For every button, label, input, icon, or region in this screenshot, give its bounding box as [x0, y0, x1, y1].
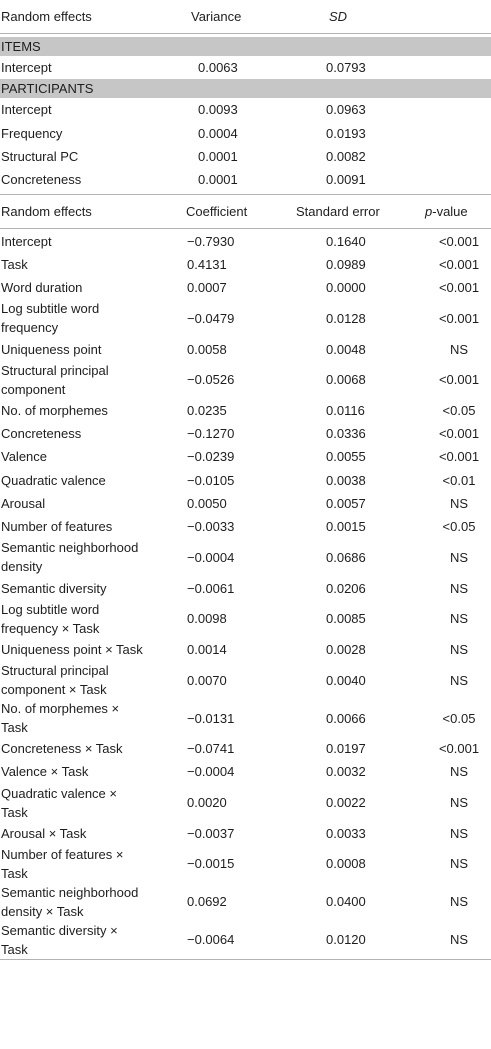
row-standard-error: 0.0085	[326, 611, 366, 627]
row-name	[0, 299, 175, 337]
row-standard-error: 0.0400	[326, 894, 366, 910]
row-coefficient: −0.0015	[187, 856, 235, 872]
coefficient-row	[0, 661, 491, 699]
row-p-value: NS	[449, 672, 469, 688]
row-sd: 0.0193	[326, 125, 366, 141]
row-standard-error: 0.0068	[326, 372, 366, 388]
coefficient-row	[0, 469, 491, 492]
row-standard-error: 0.0206	[326, 580, 366, 596]
row-standard-error: 0.0336	[326, 426, 366, 442]
row-coefficient: 0.0098	[187, 611, 227, 627]
row-standard-error: 0.0055	[326, 449, 366, 465]
coefficient-row	[0, 921, 491, 960]
row-name	[0, 600, 175, 638]
row-name-line2: Task	[1, 865, 28, 881]
row-sd: 0.0091	[326, 172, 366, 188]
row-standard-error: 0.0128	[326, 310, 366, 326]
row-standard-error: 0.0197	[326, 741, 366, 757]
row-name: Number of features	[1, 519, 113, 535]
row-name: Quadratic valence	[1, 472, 106, 488]
row-standard-error: 0.0066	[326, 710, 366, 726]
row-coefficient: 0.4131	[187, 256, 227, 272]
row-name: Valence	[1, 449, 48, 465]
row-coefficient: −0.0239	[187, 449, 235, 465]
row-name	[0, 784, 175, 822]
row-p-value: <0.001	[438, 741, 480, 757]
row-variance: 0.0004	[198, 125, 238, 141]
participants-row	[0, 168, 491, 191]
coefficient-row	[0, 337, 491, 360]
row-coefficient: −0.0064	[175, 921, 288, 960]
coefficient-row	[0, 784, 491, 822]
coefficient-header-row	[0, 195, 491, 229]
row-name	[0, 538, 175, 576]
row-p-value: NS	[449, 341, 469, 357]
coefficient-header	[0, 195, 491, 229]
row-sd: 0.0082	[326, 149, 366, 165]
row-standard-error: 0.0032	[326, 764, 366, 780]
row-p-value: NS	[449, 856, 469, 872]
row-coefficient: −0.0061	[187, 580, 235, 596]
row-p-value: NS	[413, 921, 491, 960]
row-standard-error: 0.0686	[326, 549, 366, 565]
row-p-value: NS	[449, 496, 469, 511]
row-standard-error: 0.1640	[326, 233, 366, 249]
row-standard-error: 0.0038	[326, 472, 366, 488]
coefficient-row	[0, 760, 491, 783]
row-standard-error: 0.0116	[326, 402, 365, 418]
row-name	[0, 845, 175, 883]
row-name	[0, 921, 175, 960]
row-name: Concreteness	[1, 426, 82, 442]
coefficient-row	[0, 422, 491, 445]
header-p-rest: -value	[432, 204, 468, 220]
row-sd: 0.0793	[326, 60, 366, 76]
participants-band	[0, 79, 491, 98]
row-coefficient: −0.0033	[187, 519, 235, 535]
row-coefficient: −0.0741	[187, 741, 235, 757]
row-name: Valence × Task	[1, 764, 89, 780]
row-name: Structural PC	[1, 149, 79, 165]
row-standard-error: 0.0022	[326, 795, 366, 811]
row-name-line2: component	[1, 381, 66, 397]
coefficient-row	[0, 399, 491, 422]
row-name: Concreteness	[1, 172, 82, 188]
row-name-line2: density	[1, 559, 43, 575]
row-p-value: <0.05	[442, 710, 476, 726]
row-p-value: NS	[449, 580, 469, 596]
row-p-value: NS	[449, 894, 469, 910]
variance-header-row	[0, 0, 491, 34]
coefficient-row	[0, 822, 491, 845]
row-standard-error: 0.0028	[326, 641, 366, 657]
header-standard-error: Standard error	[288, 195, 413, 229]
row-name: Intercept	[1, 60, 52, 76]
row-name	[0, 661, 175, 699]
row-name: Arousal	[1, 496, 46, 511]
row-p-value: <0.01	[442, 472, 476, 488]
row-name-line2: frequency	[1, 320, 59, 336]
row-name-line2: frequency × Task	[1, 620, 100, 636]
row-coefficient: 0.0050	[187, 496, 227, 511]
row-variance: 0.0093	[198, 102, 238, 118]
coefficient-row	[0, 638, 491, 661]
row-standard-error: 0.0989	[326, 256, 366, 272]
row-p-value: <0.05	[442, 519, 476, 535]
row-p-value: NS	[449, 764, 469, 780]
row-coefficient: 0.0020	[187, 795, 227, 811]
row-coefficient: 0.0070	[187, 672, 227, 688]
coefficient-row	[0, 737, 491, 760]
header-random-effects: Random effects	[1, 9, 92, 24]
coefficient-row	[0, 276, 491, 299]
row-name: Word duration	[1, 280, 83, 296]
row-standard-error: 0.0033	[326, 825, 366, 841]
coefficient-row	[0, 845, 491, 883]
row-name-line1: Log subtitle word	[1, 301, 100, 317]
row-coefficient: −0.1270	[187, 426, 235, 442]
row-name-line2: Task	[1, 804, 28, 820]
row-standard-error: 0.0057	[326, 496, 366, 511]
row-name	[0, 699, 175, 737]
header-variance: Variance	[191, 9, 242, 24]
row-coefficient: −0.0004	[187, 549, 235, 565]
row-standard-error: 0.0040	[326, 672, 366, 688]
row-name	[0, 361, 175, 399]
row-coefficient: −0.0131	[187, 710, 235, 726]
coefficient-row	[0, 299, 491, 337]
header-random-effects: Random effects	[0, 195, 175, 229]
row-standard-error: 0.0000	[326, 280, 366, 296]
row-p-value: <0.001	[438, 372, 480, 388]
row-p-value: <0.001	[438, 310, 480, 326]
row-standard-error: 0.0048	[326, 341, 366, 357]
row-standard-error: 0.0008	[326, 856, 366, 872]
row-coefficient: 0.0692	[187, 894, 227, 910]
row-name: Uniqueness point	[1, 341, 102, 357]
row-name-line2: component × Task	[1, 682, 107, 698]
row-name-line2: Task	[1, 941, 28, 957]
coefficient-row	[0, 515, 491, 538]
row-coefficient: 0.0058	[187, 341, 227, 357]
row-p-value: NS	[449, 795, 469, 811]
row-name: Semantic diversity	[1, 580, 107, 596]
row-name-line1: Structural principal	[1, 663, 109, 679]
coefficient-row	[0, 600, 491, 638]
row-coefficient: −0.0037	[187, 825, 235, 841]
coefficient-section	[0, 229, 491, 959]
row-variance: 0.0001	[198, 149, 238, 165]
row-name: Frequency	[1, 125, 63, 141]
row-name: Task	[1, 256, 28, 272]
row-name-line1: No. of morphemes ×	[1, 701, 120, 717]
row-variance: 0.0063	[198, 60, 238, 76]
row-p-value: <0.001	[438, 426, 480, 442]
row-coefficient: 0.0014	[187, 641, 227, 657]
row-p-value: <0.001	[438, 233, 480, 249]
items-label: ITEMS	[0, 37, 491, 56]
coefficient-row	[0, 229, 491, 253]
header-p-italic: p	[425, 204, 433, 220]
row-p-value: <0.001	[438, 280, 480, 296]
header-sd: SD	[329, 9, 348, 24]
row-name-line1: Quadratic valence ×	[1, 785, 117, 801]
row-name-line1: Semantic diversity ×	[1, 922, 118, 938]
row-p-value: NS	[449, 611, 469, 627]
items-band	[0, 37, 491, 56]
row-name	[0, 883, 175, 921]
row-name-line2: density × Task	[1, 903, 84, 919]
row-coefficient: 0.0235	[187, 402, 227, 418]
coefficient-row	[0, 492, 491, 515]
participants-label: PARTICIPANTS	[0, 79, 491, 98]
row-name: Concreteness × Task	[1, 741, 123, 757]
header-coefficient: Coefficient	[175, 195, 288, 229]
row-p-value: NS	[449, 549, 469, 565]
row-coefficient: −0.0105	[187, 472, 235, 488]
header-p-value	[413, 195, 491, 229]
coefficient-row	[0, 253, 491, 276]
row-p-value: NS	[449, 641, 469, 657]
row-name-line1: Semantic neighborhood	[1, 540, 139, 556]
row-name: Intercept	[1, 233, 52, 249]
coefficient-row	[0, 883, 491, 921]
row-name: Uniqueness point × Task	[1, 641, 143, 657]
row-name: No. of morphemes	[1, 402, 108, 418]
participants-row	[0, 98, 491, 121]
coefficient-row	[0, 576, 491, 599]
row-variance: 0.0001	[198, 172, 238, 188]
coefficient-row	[0, 699, 491, 737]
row-p-value: <0.05	[442, 402, 476, 418]
row-coefficient: −0.7930	[187, 233, 235, 249]
coefficient-row	[0, 445, 491, 468]
row-name: Arousal × Task	[1, 825, 87, 841]
row-sd: 0.0963	[326, 102, 366, 118]
items-row	[0, 56, 491, 79]
coefficient-row	[0, 538, 491, 576]
row-coefficient: −0.0479	[187, 310, 235, 326]
row-name-line1: Log subtitle word	[1, 601, 100, 617]
participants-row	[0, 145, 491, 168]
variance-section	[0, 0, 491, 195]
row-name-line1: Semantic neighborhood	[1, 884, 139, 900]
row-standard-error: 0.0015	[326, 519, 366, 535]
row-name-line2: Task	[1, 720, 28, 736]
participants-row	[0, 122, 491, 145]
row-standard-error: 0.0120	[288, 921, 413, 960]
row-coefficient: −0.0526	[187, 372, 235, 388]
coefficient-row	[0, 361, 491, 399]
row-name: Intercept	[1, 102, 52, 118]
row-p-value: <0.001	[438, 256, 480, 272]
row-name-line1: Structural principal	[1, 362, 109, 378]
row-name-line1: Number of features ×	[1, 846, 124, 862]
row-p-value: <0.001	[438, 449, 480, 465]
row-p-value: NS	[449, 825, 469, 841]
row-coefficient: 0.0007	[187, 280, 227, 296]
row-coefficient: −0.0004	[187, 764, 235, 780]
